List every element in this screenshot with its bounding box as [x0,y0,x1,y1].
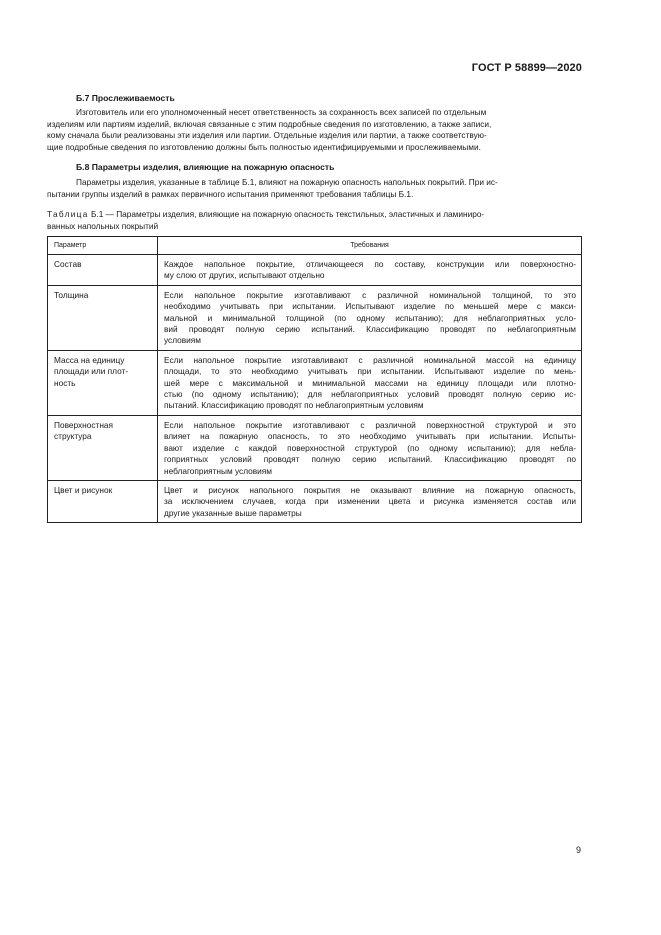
section-b8-text [47,177,582,200]
cell-line: площади, то это необходимо учитывать при испытании. Испытывают изделие по мень- [164,366,576,377]
column-header-requirements: Требования [158,237,582,255]
cell-line: Каждое напольное покрытие, отличающееся по составу, конструкции или поверхностно- [164,259,576,269]
table-row [48,415,582,480]
table-row [48,285,582,350]
text-line: кому сначала были реализованы эти изделия или партии. Отдельные изделия или партии, а также соответствую- [47,130,487,141]
cell-line: Цвет и рисунок напольного покрытия не оказывают влияние на пожарную опасность, [164,484,576,495]
cell-line: мальной и минимальной толщиной (по одному испытанию); для неблагоприятных усло- [164,312,576,323]
page-number: 9 [576,845,582,855]
cell-line: структура [54,431,92,442]
cell-line: Масса на единицу [54,354,125,365]
section-b8-heading: Б.8 Параметры изделия, влияющие на пожарную опасность [76,162,335,172]
requirement-cell [158,350,582,415]
parameters-table [47,236,582,523]
caption-line: ванных напольных покрытий [47,220,159,231]
requirement-cell [158,285,582,350]
caption-line [47,209,587,221]
text-line: пытании группы изделий в рамках первичного испытания применяют требования таблицы Б.1. [47,188,414,199]
cell-line: пытаний. Классификацию проводят по неблагоприятным условиям [164,400,424,411]
cell-line: шей мере с максимальной и минимальной массами на единицу площади или плотно- [164,377,576,388]
cell-line: условиям [164,335,201,346]
requirement-cell [158,255,582,286]
text-line: щие подробные сведения по изготовлению должны быть полностью идентифицируемыми и прослеживаемыми. [47,141,481,152]
param-cell [48,480,158,522]
cell-line: вают изделие с каждой поверхностной структурой (по одному испытанию); для небла- [164,442,576,453]
cell-line: вий проводят полную серию испытаний. Классификацию проводят по неблагоприятным [164,324,576,335]
cell-line: Цвет и рисунок [54,484,113,495]
cell-line: необходимо учитывать при испытании. Испытывают изделие по меньшей мере с макси- [164,301,576,312]
section-b7-text [47,107,582,153]
param-cell [48,415,158,480]
cell-line: за исключением случаев, когда при изменении цвета и рисунка изменяется состав или [164,496,576,507]
cell-line: Если напольное покрытие изготавливают с различной номинальной толщиной, то это [164,289,576,300]
cell-line: му слою от других, испытывают отдельно [164,270,325,281]
text-line: Параметры изделия, указанные в таблице Б.1, влияют на пожарную опасность напольных покрытий. При ис- [76,177,498,187]
cell-line: стью (по одному испытанию); для неблагоприятных условий проводят полную серию ис- [164,389,576,400]
document-code: ГОСТ Р 58899—2020 [471,62,582,74]
param-cell [48,285,158,350]
table-caption [47,209,587,232]
text-line: изделиям или партиям изделий, включая связанные с этим подробные сведения по изготовлению, а также записи, [47,118,492,129]
cell-line: неблагоприятным условиям [164,465,272,476]
cell-line: влияет на пожарную опасность, то это необходимо учитывать при испытании. Испыты- [164,431,576,442]
requirement-cell [158,480,582,522]
column-header-parameter: Параметр [48,237,158,255]
cell-line: другие указанные выше параметры [164,507,302,518]
cell-line: гоприятных условий проводят полную серию испытаний. Классификацию проводят по [164,454,576,465]
cell-line: Если напольное покрытие изготавливают с различной номинальной массой на единицу [164,354,576,365]
cell-line: Если напольное покрытие изготавливают с различной поверхностной структурой и это [164,419,576,430]
table-header-row [48,237,582,255]
requirement-cell [158,415,582,480]
table-row [48,350,582,415]
caption-label: Таблица [47,209,89,219]
param-cell [48,350,158,415]
param-cell [48,255,158,286]
section-b7-heading: Б.7 Прослеживаемость [76,93,175,103]
cell-line: ность [54,377,76,388]
table-row [48,480,582,522]
cell-line: Толщина [54,289,89,300]
cell-line: площади или плот- [54,366,129,377]
cell-line: Поверхностная [54,419,114,430]
caption-text: Б.1 — Параметры изделия, влияющие на пожарную опасность текстильных, эластичных и ламиниро- [88,209,485,219]
cell-line: Состав [54,259,82,269]
table-row [48,255,582,286]
text-line: Изготовитель или его уполномоченный несет ответственность за сохранность всех записей по отдельным [76,107,487,117]
